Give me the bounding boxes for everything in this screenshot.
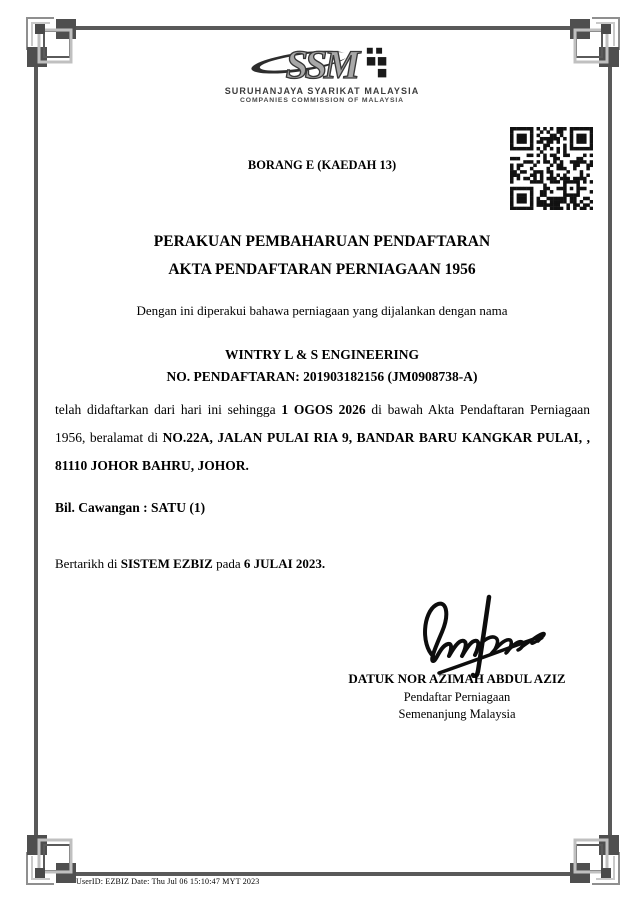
date-line xyxy=(55,556,325,572)
logo-name-malay: SURUHANJAYA SYARIKAT MALAYSIA xyxy=(224,86,420,96)
business-address: NO.22A, JALAN PULAI RIA 9, BANDAR BARU KANGKAR PULAI, , 81110 JOHOR BAHRU, JOHOR. xyxy=(55,430,590,473)
business-identity xyxy=(0,344,644,388)
statement-segment-2: di bawah Akta Pendaftaran Perniagaan 1956, beralamat di xyxy=(55,402,591,445)
form-label: BORANG E (KAEDAH 13) xyxy=(247,158,397,172)
footer-userid: UserID: EZBIZ Date: Thu Jul 06 15:10:47 MYT 2023 xyxy=(76,877,260,886)
dated-segment-1: Bertarikh di xyxy=(55,556,121,571)
issue-date: 6 JULAI 2023. xyxy=(243,556,326,571)
signatory-title: Pendaftar Perniagaan xyxy=(403,690,511,704)
signatory-name: DATUK NOR AZIMAH ABDUL AZIZ xyxy=(348,671,566,686)
dated-segment-2: pada xyxy=(212,556,244,571)
corner-mark-bottom-right xyxy=(570,835,619,884)
business-name: WINTRY L & S ENGINEERING xyxy=(224,347,420,362)
signatory-region: Semenanjung Malaysia xyxy=(398,707,516,721)
intro-text: Dengan ini diperakui bahawa perniagaan yang dijalankan dengan nama xyxy=(136,303,508,318)
registration-statement xyxy=(55,396,590,480)
logo-name-english: COMPANIES COMMISSION OF MALAYSIA xyxy=(240,97,404,104)
title-line-1: PERAKUAN PEMBAHARUAN PENDAFTARAN xyxy=(153,233,491,250)
system-name: SISTEM EZBIZ xyxy=(120,556,213,571)
signatory-block xyxy=(332,671,582,722)
registration-number: NO. PENDAFTARAN: 201903182156 (JM0908738-A) xyxy=(166,369,478,384)
branch-count: Bil. Cawangan : SATU (1) xyxy=(55,500,206,515)
title-line-2: AKTA PENDAFTARAN PERNIAGAAN 1956 xyxy=(168,261,476,278)
certificate-title xyxy=(0,228,644,284)
statement-segment-1: telah didaftarkan dari hari ini sehingga xyxy=(55,402,282,417)
logo-dot-squares xyxy=(367,48,386,78)
corner-mark-bottom-left xyxy=(27,835,76,884)
ssm-logo xyxy=(0,41,644,104)
expiry-date: 1 OGOS 2026 xyxy=(281,402,366,417)
signature-icon xyxy=(406,594,556,678)
ssm-logo-icon xyxy=(237,41,407,85)
ssm-acronym: SSM xyxy=(285,42,357,85)
